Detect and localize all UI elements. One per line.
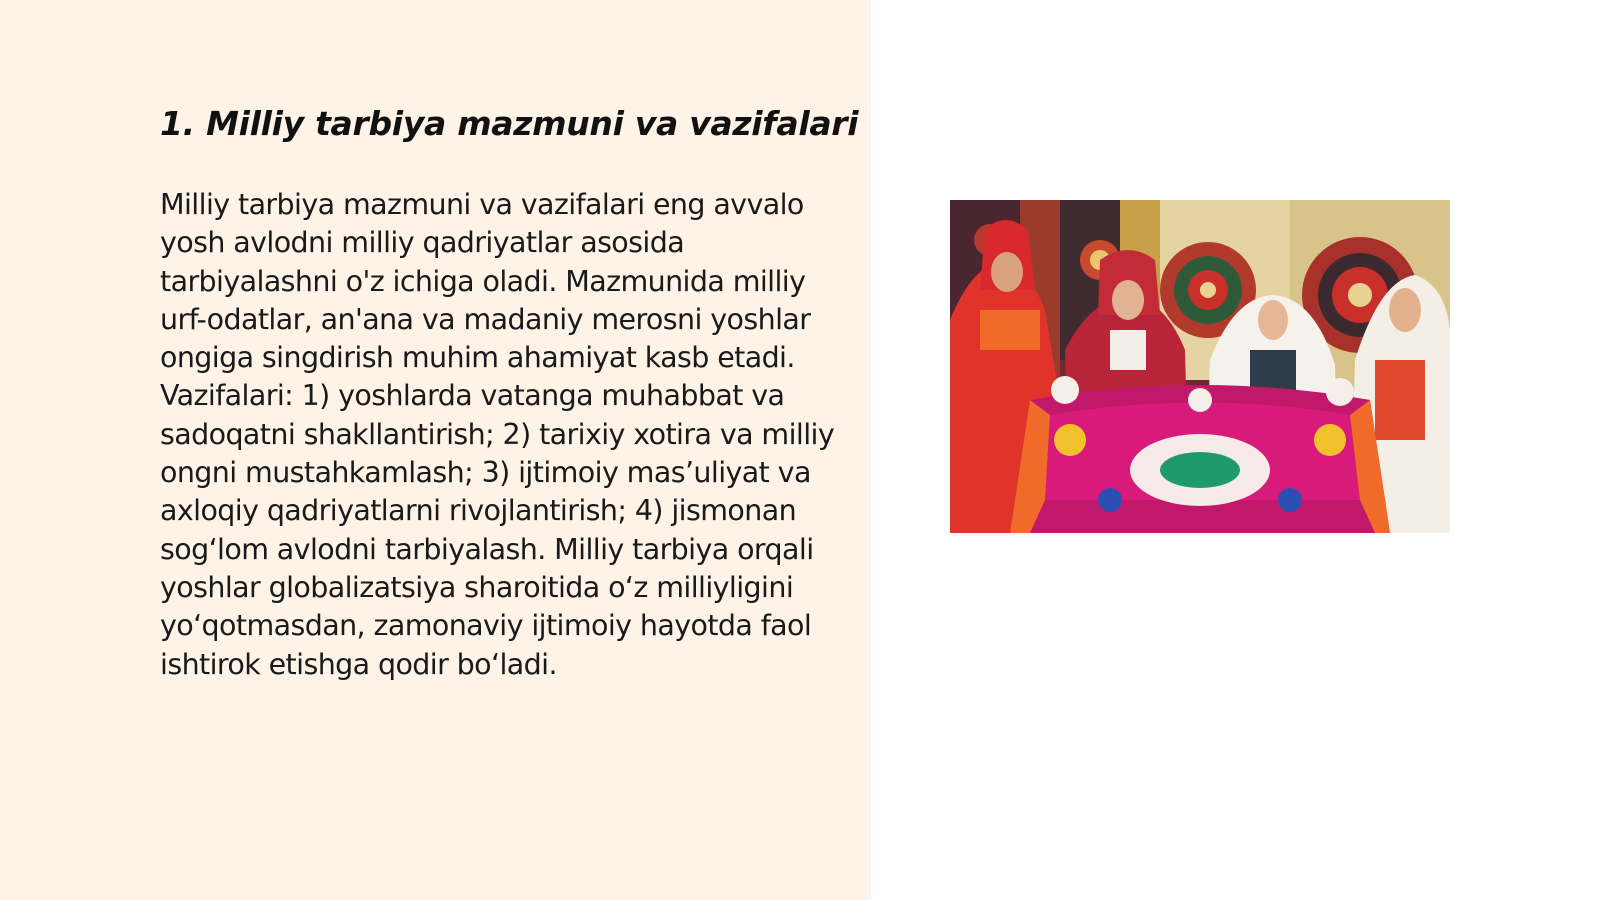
photo-women-with-suzani xyxy=(950,200,1450,533)
slide-title: 1. Milliy tarbiya mazmuni va vazifalari xyxy=(160,104,859,143)
slide-body: Milliy tarbiya mazmuni va vazifalari eng avvalo yosh avlodni milliy qadriyatlar asosida tarbiyalashni o'z ichiga oladi. Mazmunida milliy urf-odatlar, an'ana va madaniy merosni yoshlar ongiga singdirish muhim ahamiyat kasb etadi. Vazifalari: 1) yoshlarda vatanga muhabbat va sadoqatni shakllantirish; 2) tarixiy xotira va milliy ongni mustahkamlash; 3) ijtimoiy mas’uliyat va axloqiy qadriyatlarni rivojlantirish; 4) jismonan sog‘lom avlodni tarbiyalash. Milliy tarbiya orqali yoshlar globalizatsiya sharoitida o‘z milliyligini yo‘qotmasdan, zamonaviy ijtimoiy hayotda faol ishtirok etishga qodir bo‘ladi. xyxy=(160,188,835,681)
